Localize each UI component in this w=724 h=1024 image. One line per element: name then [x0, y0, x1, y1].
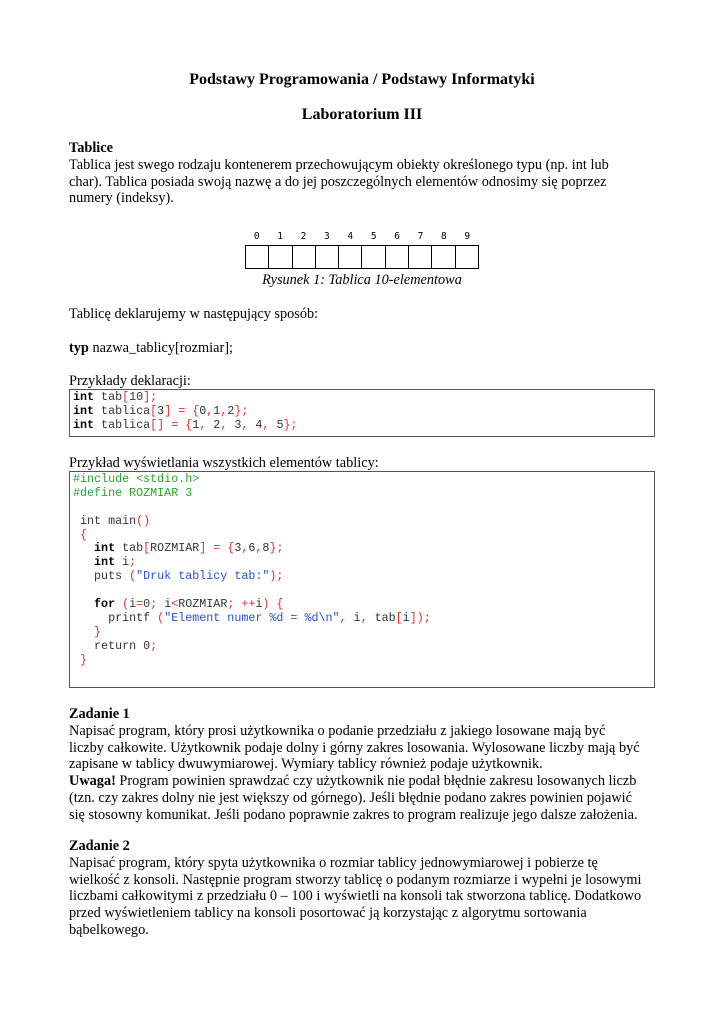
paragraph-line: przed wyświetleniem tablicy na konsoli posortować ją korzystając z algorytmu sortowania [69, 905, 587, 922]
paragraph-line: liczbami całkowitymi z przedziału 0 – 100 i wyświetli na konsoli tak stworzona tablicę. Dodatkowo [69, 888, 642, 905]
code-token: 0 [143, 638, 151, 653]
code-token: } [73, 624, 102, 639]
array-index-label: 1 [277, 231, 283, 242]
code-line [73, 570, 651, 584]
code-token: , [241, 541, 249, 556]
section-zadanie-1 [69, 706, 659, 824]
code-token: ++ [241, 597, 256, 612]
code-token: [ [395, 610, 403, 625]
array-cell [431, 245, 455, 269]
code-token: int [73, 403, 95, 418]
array-cell [315, 245, 339, 269]
paragraph-line: Napisać program, który spyta użytkownika o rozmiar tablicy jednowymiarowej i pobierze tę [69, 854, 598, 871]
code-token: ]); [409, 610, 431, 625]
code-token: int [94, 541, 116, 556]
section-zadanie-2 [69, 838, 659, 939]
paragraph-line: zapisane w tablicy dwuwymiarowej. Wymiary tablicy również podaje użytkownik. [69, 756, 543, 773]
code-token: tab [94, 390, 123, 404]
section-heading: Zadanie 2 [69, 838, 130, 854]
paragraph-line: wielkość z konsoli. Następnie program stworzy tablicę o podanym rozmiarze i wypełni je losowymi [69, 871, 642, 888]
code-token: return [73, 638, 144, 653]
code-token: = [136, 597, 144, 612]
warning-line [69, 773, 659, 790]
code-token: int [73, 390, 95, 404]
code-block-display-example [69, 471, 655, 688]
code-token: i [157, 597, 172, 612]
code-line [73, 405, 651, 419]
code-token: ; [150, 597, 158, 612]
code-token: int main [73, 513, 137, 528]
array-index-label: 7 [417, 231, 424, 242]
warning-label: Uwaga! [69, 773, 116, 790]
code-token: < [171, 597, 179, 612]
code-token: 3 [234, 541, 242, 556]
code-token: ] = { [199, 541, 235, 556]
code-token: i [255, 597, 263, 612]
code-token: ); [269, 569, 284, 584]
array-cell [292, 245, 316, 269]
code-token: , [199, 417, 214, 432]
code-token: { [73, 527, 88, 542]
examples-label: Przykłady deklaracji: [69, 373, 191, 389]
warning-text: Program powinien sprawdzać czy użytkownik nie podał błędnie zakresu losowanych liczb [115, 773, 637, 790]
code-line [73, 612, 651, 626]
paragraph-line: Napisać program, który prosi użytkownika o podanie przedziału z jakiego losowane mają być [69, 722, 606, 739]
code-line [73, 542, 651, 556]
code-token: [ [122, 390, 130, 404]
code-token: 0 [143, 597, 151, 612]
code-token: , [220, 417, 235, 432]
code-token: , [339, 610, 347, 625]
code-token: ; [129, 555, 137, 570]
code-token: tab [115, 541, 144, 556]
code-token: tablica [94, 403, 151, 418]
code-token: , [360, 610, 368, 625]
code-token: printf [73, 610, 158, 625]
code-token: ROZMIAR [150, 541, 200, 556]
array-cell [245, 245, 269, 269]
code-line [73, 598, 651, 612]
code-token: , [241, 417, 256, 432]
code-line [73, 515, 651, 529]
array-index-label: 2 [300, 231, 307, 242]
code-token: "Druk tablicy tab:" [136, 569, 270, 584]
paragraph-line: Tablica jest swego rodzaju kontenerem przechowującym obiekty określonego typu (np. int lub [69, 156, 609, 173]
code-token: int [73, 417, 95, 432]
array-index-label: 0 [253, 231, 260, 242]
array-cell [408, 245, 432, 269]
code-token: , [220, 403, 228, 418]
code-token: ) { [262, 597, 284, 612]
syntax-rest: nazwa_tablicy[rozmiar]; [88, 340, 233, 356]
code-token: 8 [262, 541, 270, 556]
code-token: i [402, 610, 410, 625]
code-token: 1 [213, 403, 221, 418]
code-line [73, 654, 651, 668]
code-token: i [346, 610, 361, 625]
code-token: ]; [143, 390, 158, 404]
array-index-label: 6 [394, 231, 400, 242]
code-token: int [94, 555, 116, 570]
section-tablice [69, 140, 659, 207]
array-index-label: 4 [347, 231, 354, 242]
code-token: 3 [157, 403, 165, 418]
code-token: puts [73, 569, 130, 584]
code-token: , [206, 403, 214, 418]
code-token: 0 [199, 403, 207, 418]
code-token: 2 [213, 417, 221, 432]
code-token: 6 [248, 541, 256, 556]
code-token: ; [150, 638, 158, 653]
code-line [73, 487, 651, 501]
paragraph-line: char). Tablica posiada swoją nazwę a do jej poszczególnych elementów odnosimy się poprzez [69, 173, 607, 190]
code-token: 2 [227, 403, 235, 418]
array-cell [361, 245, 385, 269]
syntax-keyword: typ [69, 340, 89, 356]
code-token: [ [143, 541, 151, 556]
array-figure-indices [245, 231, 479, 243]
array-index-label: 9 [464, 231, 471, 242]
code-line [73, 529, 651, 543]
code-token: for [94, 597, 116, 612]
code-token: ] = { [164, 403, 200, 418]
code-token: }; [269, 541, 284, 556]
code-token: "Element numer %d = %d\n" [164, 610, 340, 625]
paragraph-line: numery (indeksy). [69, 190, 174, 207]
code-token: i [129, 597, 137, 612]
code-line [73, 640, 651, 654]
code-token: , [262, 417, 277, 432]
array-cell [268, 245, 292, 269]
code-token: tablica [94, 417, 151, 432]
code-line [73, 419, 651, 433]
code-token: , [255, 541, 263, 556]
code-block-declarations [69, 389, 655, 437]
code-token: 5 [276, 417, 284, 432]
code-line [73, 584, 651, 598]
page-title: Podstawy Programowania / Podstawy Informatyki [189, 71, 535, 88]
declaration-syntax [69, 340, 659, 357]
paragraph-line: liczby całkowite. Użytkownik podaje dolny i górny zakres losowania. Wylosowane liczby mają być [69, 739, 640, 756]
array-index-label: 3 [324, 231, 330, 242]
code-token: 3 [234, 417, 242, 432]
array-cell [455, 245, 479, 269]
section-heading: Tablice [69, 140, 113, 156]
section-heading: Zadanie 1 [69, 706, 130, 722]
code-token: 10 [129, 390, 144, 404]
code-token: ( [129, 569, 137, 584]
code-token: ( [122, 597, 130, 612]
array-cell [385, 245, 409, 269]
code-token: 4 [255, 417, 263, 432]
code-token: }; [283, 417, 298, 432]
code-token: #include <stdio.h> [73, 472, 200, 486]
array-index-label: 5 [370, 231, 377, 242]
page-subtitle: Laboratorium III [301, 106, 423, 123]
code-token: [ [150, 403, 158, 418]
code-token: 1 [192, 417, 200, 432]
code-token: ROZMIAR [178, 597, 228, 612]
code-token: i [115, 555, 130, 570]
code-token [73, 541, 94, 555]
code-token: () [136, 513, 151, 528]
code-line [73, 501, 651, 515]
array-index-label: 8 [441, 231, 447, 242]
code-token: } [73, 652, 88, 667]
paragraph-line: bąbelkowego. [69, 921, 149, 938]
code-line [73, 473, 651, 487]
array-figure-cells [245, 245, 479, 269]
code-token [73, 597, 94, 611]
code-token: #define ROZMIAR 3 [73, 485, 193, 500]
display-label: Przykład wyświetlania wszystkich elementów tablicy: [69, 455, 379, 471]
code-token: tab [367, 610, 396, 625]
code-line [73, 626, 651, 640]
code-line [73, 556, 651, 570]
paragraph-line: (tzn. czy zakres dolny nie jest większy od górnego). Jeśli błędnie podano zakres powinien pojawić [69, 789, 632, 806]
code-token: }; [234, 403, 249, 418]
paragraph-line: się stosowny komunikat. Jeśli podano poprawnie zakres to program realizuje jego dalsze założenia. [69, 806, 638, 823]
declaration-intro: Tablicę deklarujemy w następujący sposób: [69, 306, 319, 322]
code-token: ( [157, 610, 165, 625]
code-token: [] = { [150, 417, 193, 432]
array-cell [338, 245, 362, 269]
code-line [73, 391, 651, 405]
figure-caption: Rysunek 1: Tablica 10-elementowa [262, 272, 462, 288]
code-token: ; [227, 597, 235, 612]
code-token [73, 555, 94, 569]
